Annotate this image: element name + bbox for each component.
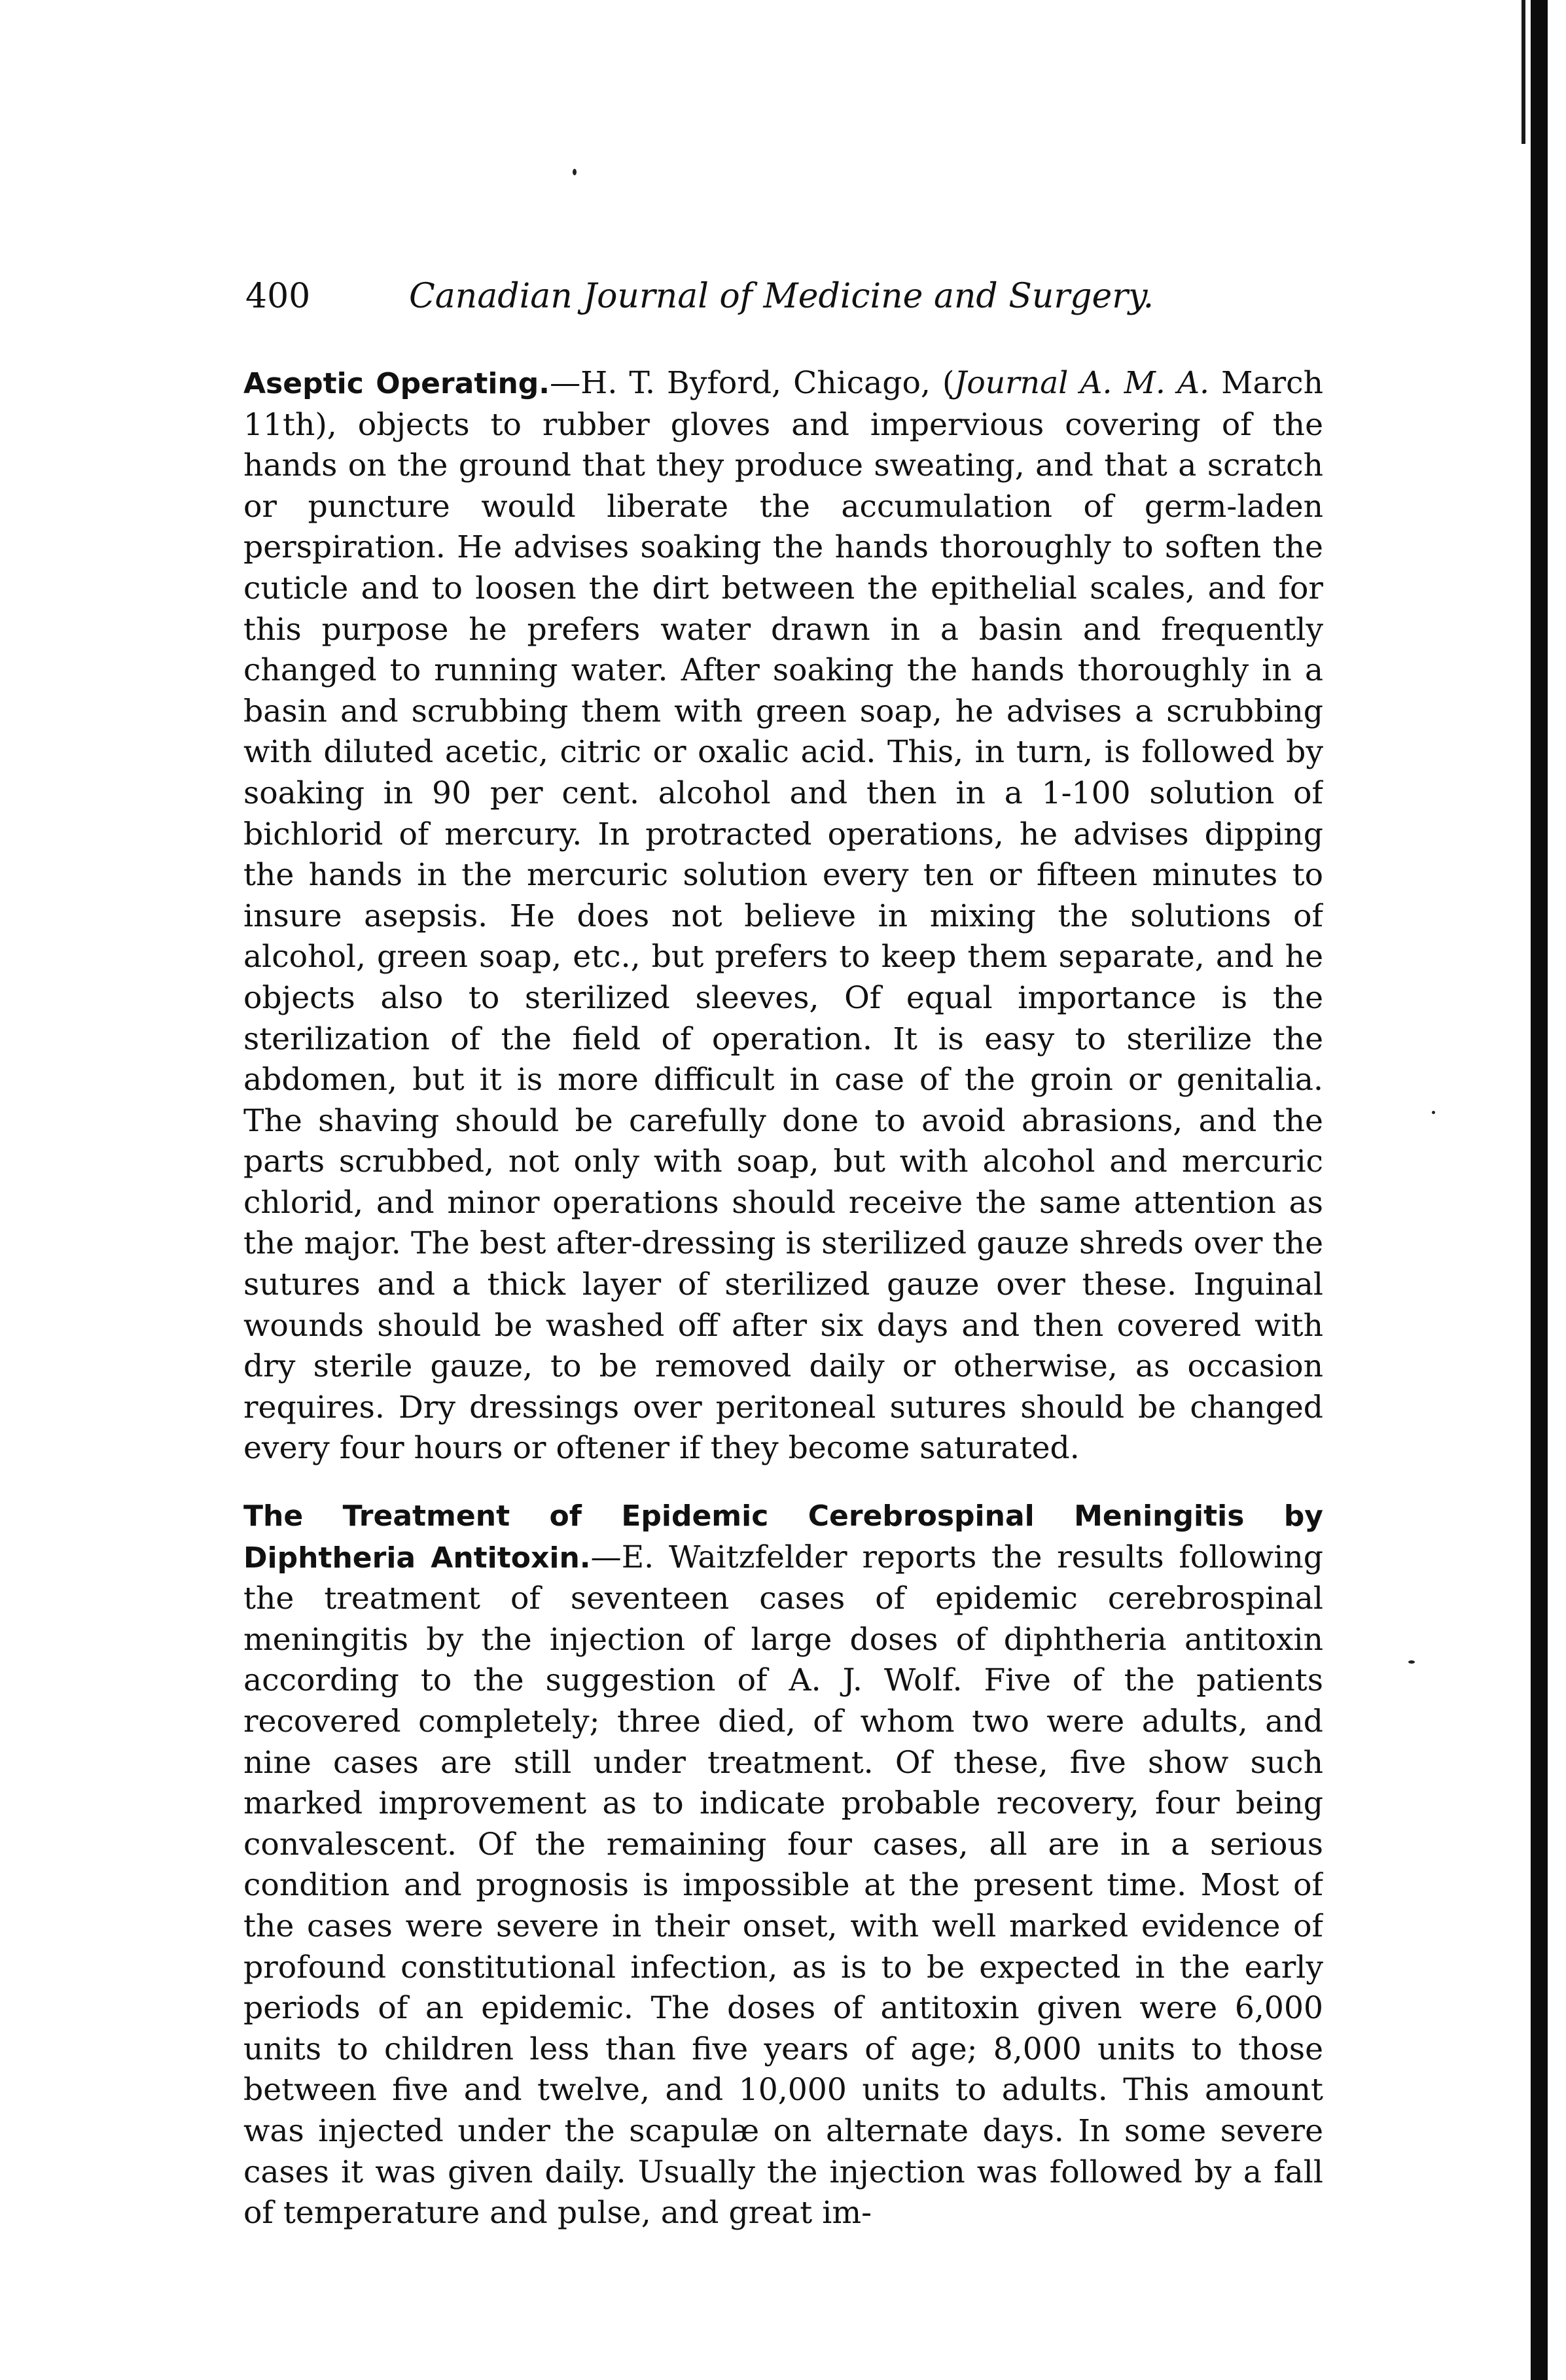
- article-source: Journal A. M. A.: [954, 365, 1210, 401]
- article-byline-suffix: March 11th),: [243, 365, 1323, 443]
- article-text: objects to rubber gloves and impervious covering of the hands on the ground that they produce sweating, and that a scratch or puncture would liberate the accumulation of germ-laden perspiration. He advises soaking the hands thoroughly to soften the cuticle and to loosen the dirt between the epithelial scales, and for this purpose he prefers water drawn in a basin and frequently changed to running water. After soaking the hands thoroughly in a basin and scrubbing them with green soap, he advises a scrubbing with diluted acetic, citric or oxalic acid. This, in turn, is followed by soaking in 90 per cent. alcohol and then in a 1-100 solution of bichlorid of mercury. In protracted operations, he advises dipping the hands in the mercuric solution every ten or fifteen minutes to insure asepsis. He does not believe in mixing the solutions of alcohol, green soap, etc., but prefers to keep them separate, and he objects also to sterilized sleeves, Of equal importance is the sterilization of the field of operation. It is easy to sterilize the abdomen, but it is more difficult in case of the groin or genitalia. The shaving should be carefully done to avoid abrasions, and the parts scrubbed, not only with soap, but with alcohol and mercuric chlorid, and minor operations should receive the same attention as the major. The best after-dressing is sterilized gauze shreds over the sutures and a thick layer of sterilized gauze over these. Inguinal wounds should be washed off after six days and then covered with dry sterile gauze, to be removed daily or otherwise, as occasion requires. Dry dressings over peritoneal sutures should be changed every four hours or oftener if they become saturated.: [243, 406, 1323, 1467]
- page-number: 400: [245, 277, 311, 316]
- ink-speck: [1432, 1111, 1435, 1114]
- running-header: [245, 273, 1325, 319]
- page-edge-mark: [1522, 0, 1525, 144]
- article-byline: —H. T. Byford, Chicago, (: [549, 365, 955, 401]
- article-byline: —E. Waitzfelder: [590, 1539, 847, 1575]
- article-heading: The Treatment of Epidemic Cerebrospinal Meningitis by Diphtheria Antitoxin.: [243, 1499, 1323, 1575]
- page-body: [243, 363, 1323, 2293]
- page-edge-shadow: [1531, 0, 1548, 2380]
- article-aseptic-operating: [243, 363, 1323, 1469]
- article-text: reports the results following the treatment of seventeen cases of epidemic cerebrospinal meningitis by the injection of large doses of diphtheria antitoxin according to the suggestion of A. J. Wolf. Five of the patients recovered completely; three died, of whom two were adults, and nine cases are still under treatment. Of these, five show such marked improvement as to indicate probable recovery, four being convalescent. Of the remaining four cases, all are in a serious condition and prognosis is impossible at the present time. Most of the cases were severe in their onset, with well marked evidence of profound constitutional infection, as is to be expected in the early periods of an epidemic. The doses of antitoxin given were 6,000 units to children less than five years of age; 8,000 units to those between five and twelve, and 10,000 units to adults. This amount was injected under the scapulæ on alternate days. In some severe cases it was given daily. Usually the injection was followed by a fall of temperature and pulse, and great im-: [243, 1539, 1323, 2231]
- ink-speck: [573, 169, 577, 175]
- journal-title: Canadian Journal of Medicine and Surgery.: [409, 277, 1154, 316]
- article-meningitis-antitoxin: [243, 1496, 1323, 2234]
- article-heading: Aseptic Operating.: [243, 367, 550, 400]
- ink-speck: [1408, 1660, 1415, 1664]
